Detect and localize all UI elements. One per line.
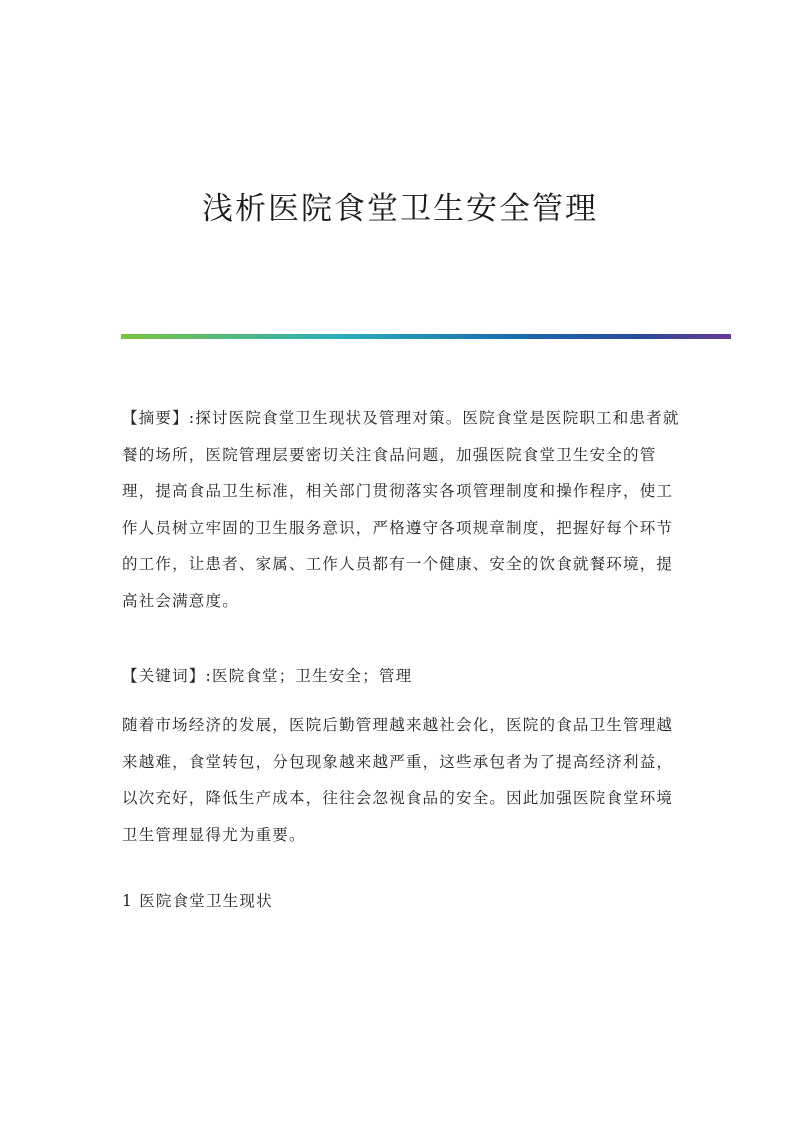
keywords-paragraph xyxy=(122,658,682,695)
paper-title: 浅析医院食堂卫生安全管理 xyxy=(202,191,598,227)
keywords-text: :医院食堂；卫生安全；管理 xyxy=(205,667,413,685)
abstract-paragraph xyxy=(122,400,682,619)
abstract-text: :探讨医院食堂卫生现状及管理对策。医院食堂是医院职工和患者就餐的场所，医院管理层要密切关注食品问题，加强医院食堂卫生安全的管理，提高食品卫生标准，相关部门贯彻落实各项管理制度和操作程序，使工作人员树立牢固的卫生服务意识，严格遵守各项规章制度，把握好每个环节的工作，让患者、家属、工作人员都有一个健康、安全的饮食就餐环境，提高社会满意度。 xyxy=(122,409,680,610)
keywords-label: 【关键词】 xyxy=(122,667,206,685)
section-heading: 1 医院食堂卫生现状 xyxy=(122,892,273,910)
abstract-label: 【摘要】 xyxy=(122,409,189,427)
title-divider-rule xyxy=(121,334,731,339)
intro-paragraph: 随着市场经济的发展，医院后勤管理越来越社会化，医院的食品卫生管理越来越难，食堂转包，分包现象越来越严重，这些承包者为了提高经济利益，以次充好，降低生产成本，往往会忽视食品的安全。因此加强医院食堂环境卫生管理显得尤为重要。 xyxy=(122,716,674,844)
